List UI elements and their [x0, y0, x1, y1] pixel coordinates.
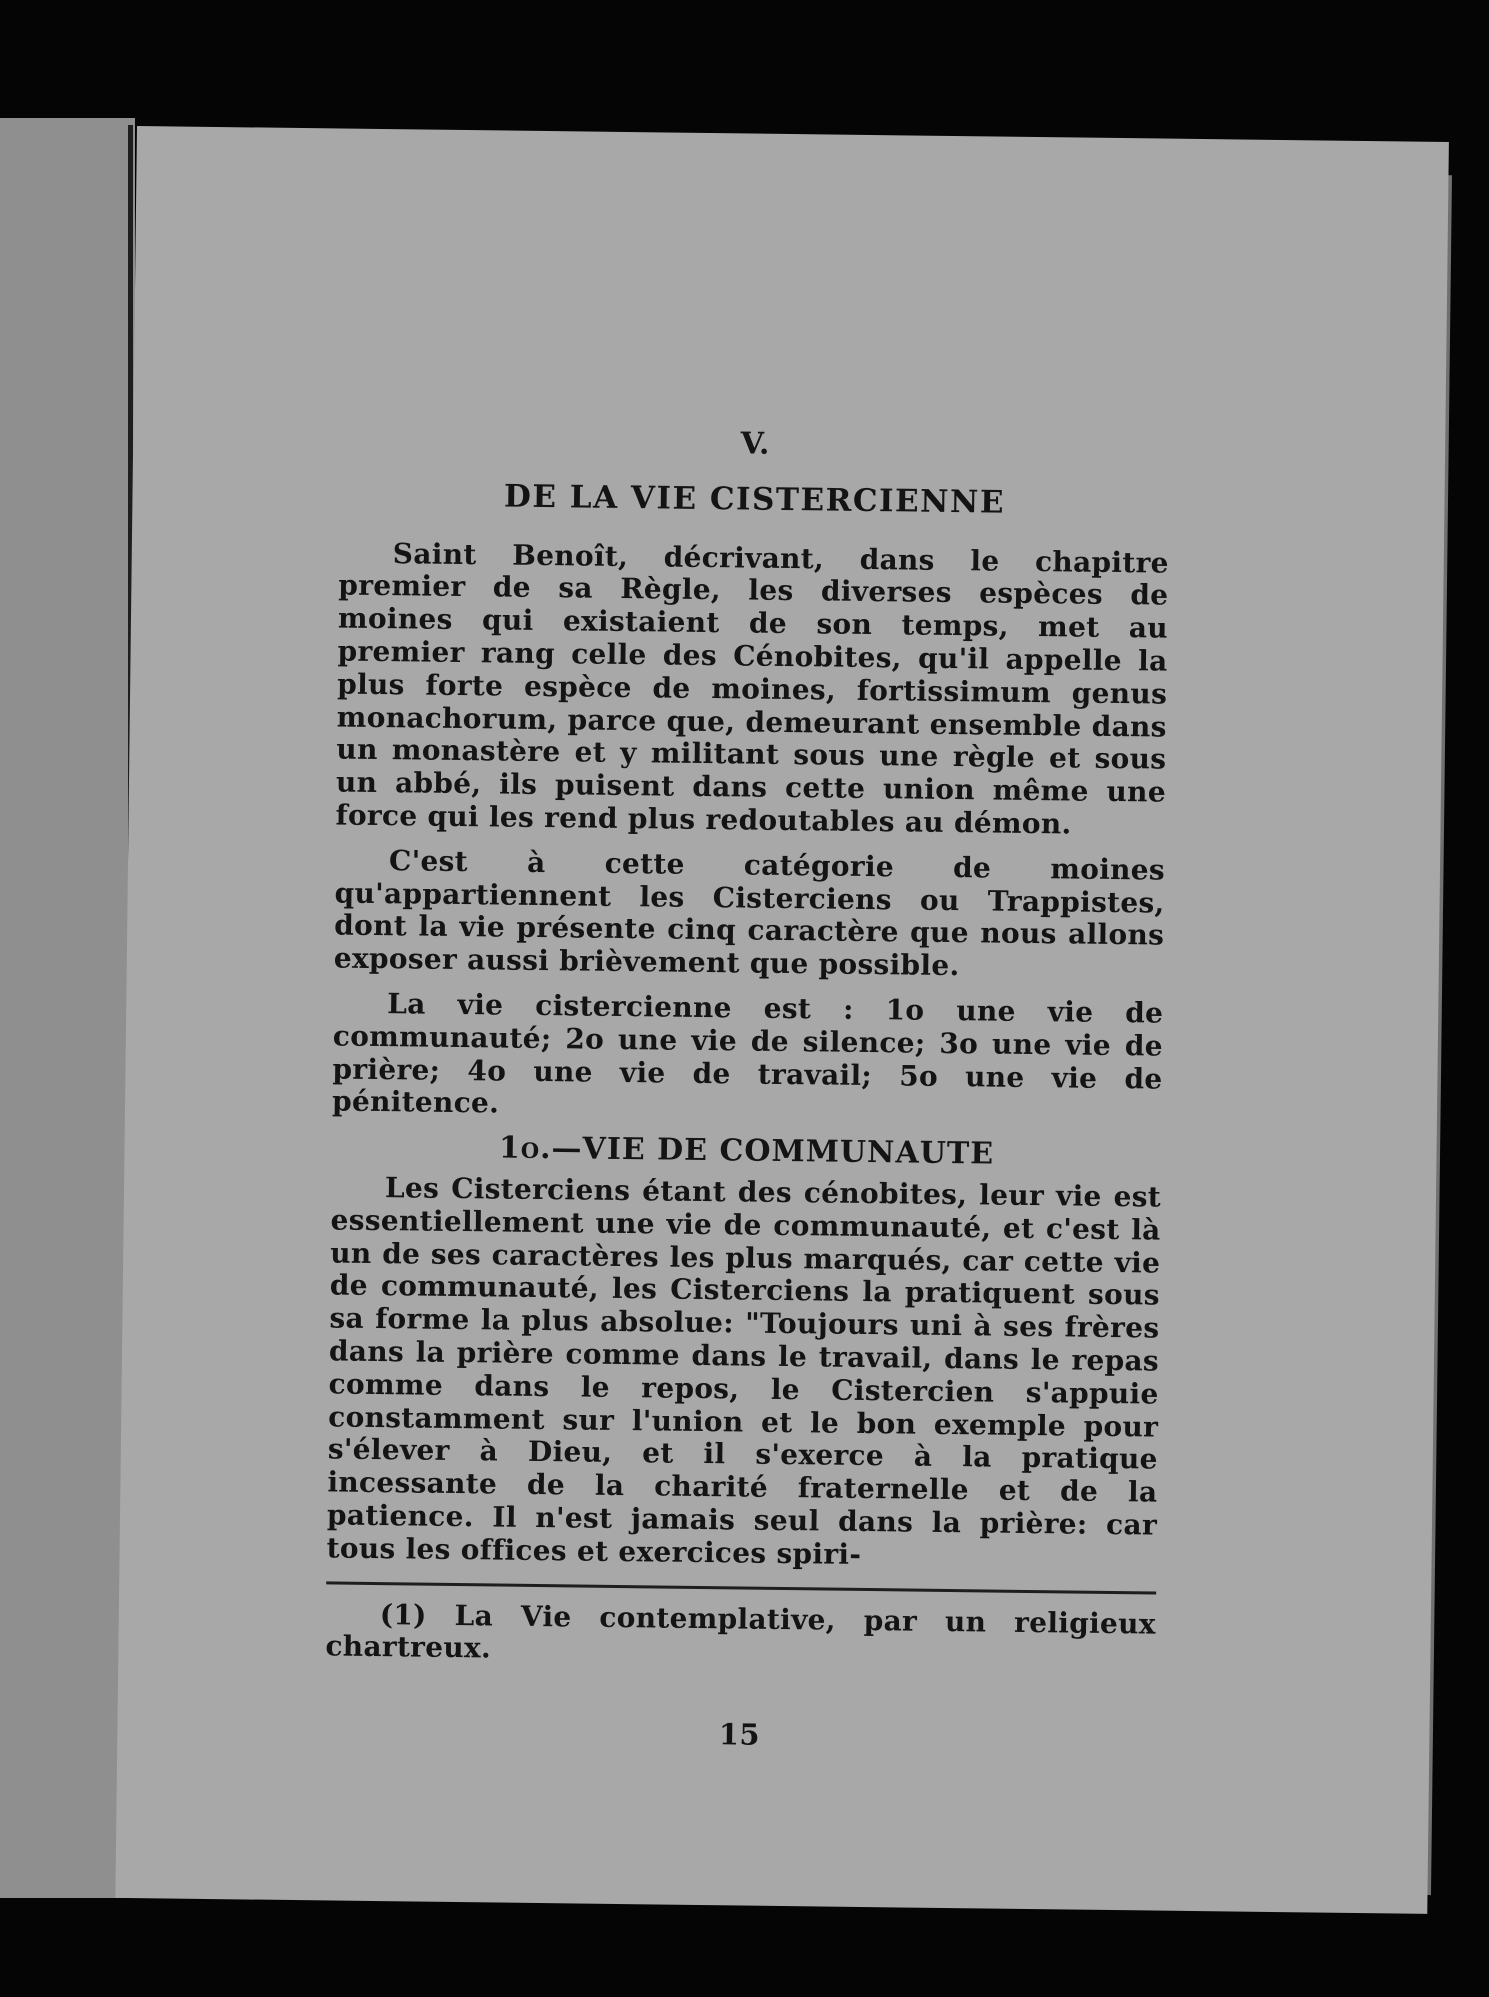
page-text [324, 424, 1170, 1757]
paragraph-3: La vie cistercienne est : 1o une vie de communauté; 2o une vie de silence; 3o une vie de prière; 4o une vie de travail; 5o une vie de pénitence. [331, 987, 1164, 1120]
left-facing-page [0, 118, 135, 1898]
footnote: (1) La Vie contemplative, par un religieux chartreux. [325, 1597, 1156, 1665]
paragraph-1: Saint Benoît, décrivant, dans le chapitre premier de sa Règle, les diverses espèces de moines qui existaient de son temps, met au premier rang celle des Cénobites, qu'il appelle la plus forte espèce de moines, fortissimum genus monachorum, parce que, demeurant ensemble dans un monastère et y militant sous une règle et sous un abbé, ils puisent dans cette union même une force qui les rend plus redoutables au démon. [335, 536, 1169, 841]
chapter-title: DE LA VIE CISTERCIENNE [503, 478, 1006, 521]
book-page [115, 126, 1449, 1914]
paragraph-4: Les Cisterciens étant des cénobites, leur vie est essentiellement une vie de communauté, et c'est là un de ses caractères les plus marqués, car cette vie de communauté, les Cisterciens la pratiquent sous sa forme la plus absolue: "Toujours uni à ses frères dans la prière comme dans le travail, dans le repas comme dans le repos, le Cistercien s'appuie constamment sur l'union et le bon exemple pour s'élever à Dieu, et il s'exerce à la pratique incessante de la charité fraternelle et de la patience. Il n'est jamais seul dans la prière: car tous les offices et exercices spiri- [326, 1171, 1162, 1571]
section-number: V. [740, 426, 770, 462]
paragraph-2: C'est à cette catégorie de moines qu'appartiennent les Cisterciens ou Trappistes, dont la vie présente cinq caractère que nous allons exposer aussi brièvement que possible. [333, 843, 1166, 983]
footnote-separator [326, 1581, 1156, 1594]
section-subtitle: 1o.—VIE DE COMMUNAUTE [498, 1130, 995, 1172]
page-number: 15 [718, 1717, 761, 1752]
